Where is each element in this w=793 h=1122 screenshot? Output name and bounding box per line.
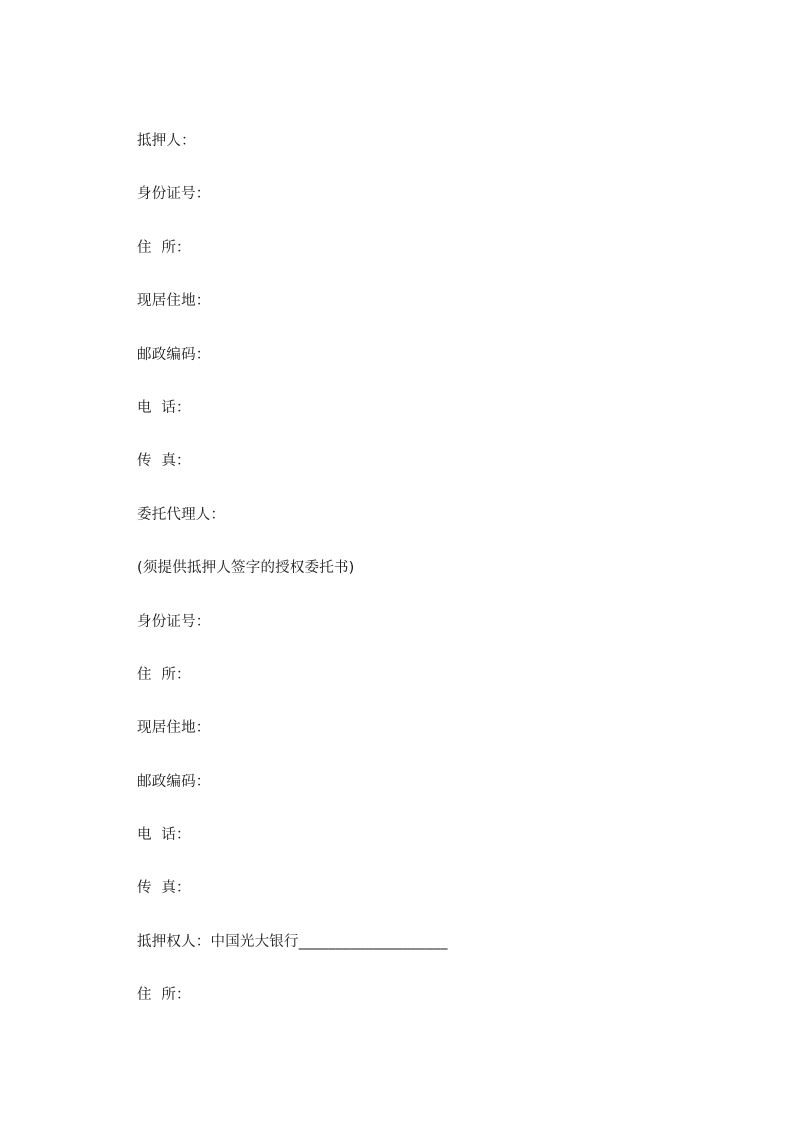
field-mortgagor-domicile-label: 住 所：	[137, 239, 191, 256]
field-mortgagor-current-residence	[137, 290, 448, 343]
field-agent-domicile-label: 住 所：	[137, 666, 191, 683]
field-mortgagor-phone	[137, 397, 448, 450]
field-agent-fax	[137, 877, 448, 930]
field-agent-current-residence	[137, 717, 448, 770]
field-agent-domicile	[137, 664, 448, 717]
field-mortgagor-fax-label: 传 真：	[137, 453, 191, 470]
field-mortgagor-fax	[137, 450, 448, 503]
field-mortgagor	[137, 130, 448, 183]
field-mortgagor-id-number	[137, 183, 448, 236]
field-mortgagor-id-number-label: 身份证号：	[137, 186, 211, 203]
field-authorization-note-text: (须提供抵押人签字的授权委托书)	[137, 560, 355, 577]
field-agent-fax-label: 传 真：	[137, 880, 191, 897]
field-authorized-agent-label: 委托代理人：	[137, 506, 226, 523]
field-mortgagee	[137, 931, 448, 984]
field-agent-postal-code-label: 邮政编码：	[137, 773, 211, 790]
field-mortgagor-domicile	[137, 237, 448, 290]
field-mortgagor-postal-code-label: 邮政编码：	[137, 346, 211, 363]
field-agent-phone-label: 电 话：	[137, 827, 191, 844]
contract-party-fields	[137, 130, 448, 1038]
field-mortgagor-phone-label: 电 话：	[137, 399, 191, 416]
field-authorized-agent	[137, 504, 448, 557]
field-authorization-note	[137, 557, 448, 610]
field-agent-current-residence-label: 现居住地：	[137, 720, 211, 737]
field-mortgagor-current-residence-label: 现居住地：	[137, 293, 211, 310]
field-agent-phone	[137, 824, 448, 877]
field-mortgagor-label: 抵押人：	[137, 133, 196, 149]
field-agent-postal-code	[137, 771, 448, 824]
field-agent-id-number-label: 身份证号：	[137, 613, 211, 630]
field-mortgagee-domicile-label: 住 所：	[137, 987, 191, 1004]
field-agent-id-number	[137, 611, 448, 664]
field-mortgagor-postal-code	[137, 344, 448, 397]
field-mortgagee-label: 抵押权人：中国光大银行____________________	[137, 933, 448, 950]
field-mortgagee-domicile	[137, 984, 448, 1037]
